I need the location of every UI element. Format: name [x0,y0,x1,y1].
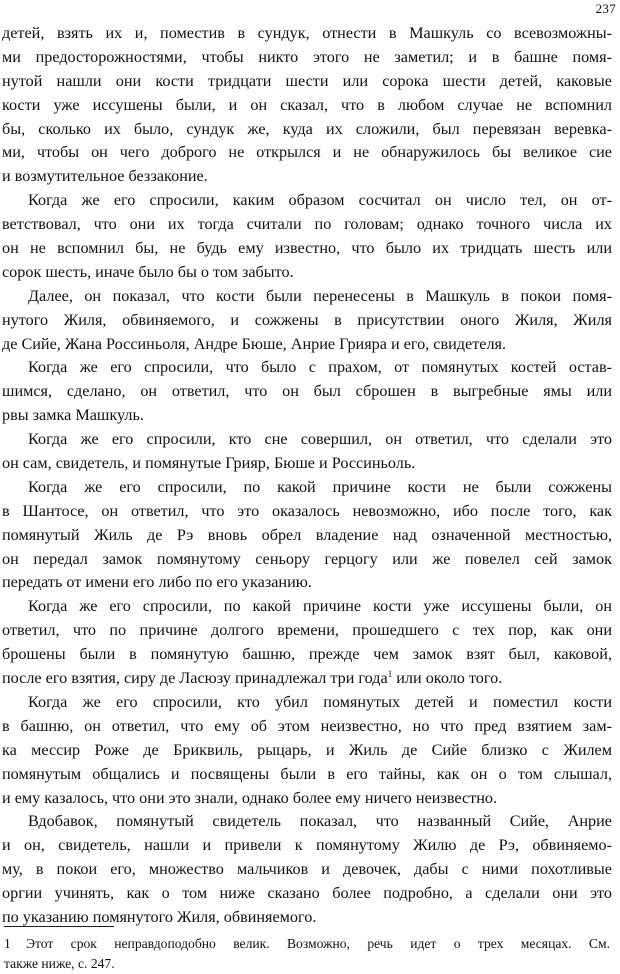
footnote-line: также ниже, с. 247. [4,956,115,971]
footnote-line [4,934,610,954]
text-line: он сам, свидетель, и помянутые Грияр, Бюше и Россиньоль. [2,454,416,473]
text-line: Когда же его спросили, кто сне совершил, он ответил, что сделали это [28,430,612,449]
text-line: детей, взять их и, поместив в сундук, отнести в Машкуль со всевозможны- [2,24,612,42]
footnote-text: Этот срок неправдоподобно велик. Возможно, речь идет о трех месяцах. См. [26,936,610,951]
text-line: брошены были в помянутую башню, прежде чем замок взят был, каковой, [2,645,612,664]
text-line: кости уже иссушены были, и он сказал, что в любом случае не вспомнил [2,95,612,114]
text-segment: или около того. [392,669,503,688]
body-text [2,22,612,930]
text-line: бы, сколько их было, сундук же, куда их сложили, был перевязан веревка- [2,119,612,138]
text-line: нутой нашли они кости тридцати шести или сорока шести детей, каковые [2,71,612,90]
text-line: в башню, он ответил, что ему об этом неизвестно, но что пред взятием зам- [2,716,612,735]
text-line: ветствовал, что они их тогда считали по головам; однако точного числа их [2,215,612,234]
text-line: Когда же его спросили, что было с прахом, от помянутых костей остав- [28,358,612,377]
text-line: му, в покои его, множество мальчиков и девочек, дабы с ними похотливые [2,860,612,879]
text-line: по указанию помянутого Жиля, обвиняемого. [2,907,317,926]
text-line: оргии учинять, как о том ниже сказано более подробно, а сделали они это [2,884,612,903]
text-line: передать от имени его либо по его указанию. [2,573,312,592]
page-number: 237 [595,1,616,16]
text-line: и возмутительное беззаконие. [2,167,208,186]
text-line: помянутым общались и посвящены были в его тайны, как он о том слышал, [2,764,612,783]
text-line: ка мессир Роже де Бриквиль, рыцарь, и Жиль де Сийе близко с Жилем [2,740,612,759]
text-line: ми предосторожностями, чтобы никто этого не заметил; и в башне помя- [2,47,612,66]
text-line: ми, чтобы он чего доброго не открылся и не обнаружилось бы великое сие [2,143,612,162]
text-line: Когда же его спросили, по какой причине кости не были сожжены [28,477,612,496]
text-line: нутого Жиля, обвиняемого, и сожжены в присутствии оного Жиля, Жиля [2,310,612,329]
text-line: шимся, сделано, он ответил, что он был сброшен в выгребные ямы или [2,382,612,401]
footnote-number: 1 [4,936,11,951]
text-line: Когда же его спросили, по какой причине кости уже иссушены были, он [28,597,612,616]
text-line: и ему казалось, что они это знали, однако более ему ничего неизвестно. [2,788,498,807]
text-line: в Шантосе, он ответил, что это оказалось невозможно, ибо после того, как [2,501,612,520]
text-line: сорок шесть, иначе было бы о том забыто. [2,262,294,281]
text-line: он не вспомнил бы, не будь ему известно, что было их тридцать шесть или [2,239,612,258]
text-line: и он, свидетель, нашли и привели к помянутому Жилю де Рэ, обвиняемо- [2,836,612,855]
text-line: Когда же его спросили, каким образом сосчитал он число тел, он от- [28,191,612,210]
text-line: Когда же его спросили, кто убил помянутых детей и поместил кости [28,692,612,711]
text-line: Вдобавок, помянутый свидетель показал, что названный Сийе, Анрие [28,812,612,831]
text-segment: после его взятия, сиру де Ласюзу принадлежал три года [2,669,388,688]
footnote-divider [4,926,114,927]
text-line: рвы замка Машкуль. [2,406,144,425]
text-line [2,667,612,691]
text-line: он передал замок помянутому сеньору герцогу или же повелел сей замок [2,549,612,568]
footnote-marker[interactable]: 1 [387,669,393,680]
text-line: Далее, он показал, что кости были перенесены в Машкуль в покои помя- [28,286,612,305]
footnote [4,934,610,974]
text-line: помянутый Жиль де Рэ вновь обрел владение над означенной местностью, [2,525,612,544]
text-line: ответил, что по причине долгого времени, прошедшего с тех пор, как они [2,621,612,640]
text-line: де Сийе, Жана Россиньоля, Андре Бюше, Анрие Грияра и его, свидетеля. [2,334,507,353]
